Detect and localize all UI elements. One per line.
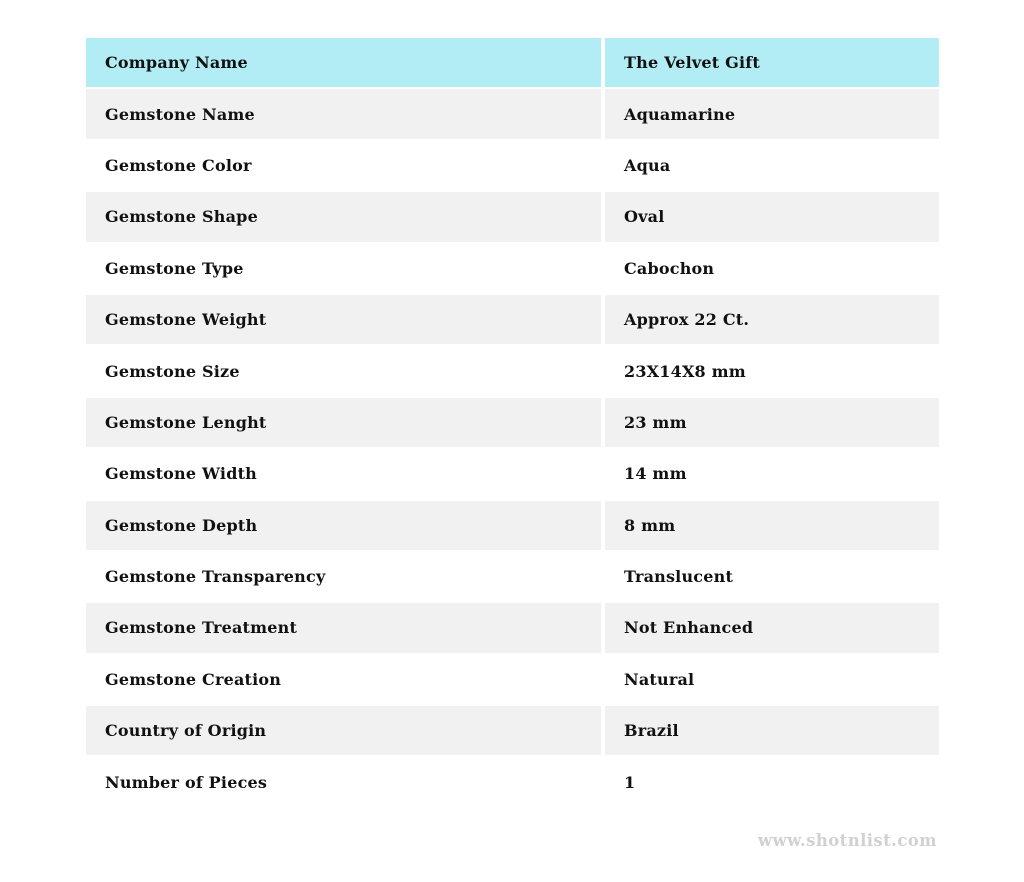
spec-label: Gemstone Lenght xyxy=(86,398,601,447)
table-row xyxy=(86,192,939,241)
spec-label: Gemstone Shape xyxy=(86,192,601,241)
spec-label: Gemstone Transparency xyxy=(86,552,601,601)
spec-label: Country of Origin xyxy=(86,706,601,755)
watermark: www.shotnlist.com xyxy=(757,831,937,850)
spec-label: Gemstone Type xyxy=(86,244,601,293)
spec-value: Translucent xyxy=(605,552,939,601)
spec-label: Gemstone Size xyxy=(86,346,601,395)
table-row xyxy=(86,706,939,755)
spec-value: 1 xyxy=(605,757,939,806)
spec-label: Gemstone Width xyxy=(86,449,601,498)
table-row xyxy=(86,449,939,498)
table-row xyxy=(86,655,939,704)
spec-value: Brazil xyxy=(605,706,939,755)
spec-value: Approx 22 Ct. xyxy=(605,295,939,344)
spec-value: Aquamarine xyxy=(605,89,939,138)
spec-label: Gemstone Treatment xyxy=(86,603,601,652)
company-name-value: The Velvet Gift xyxy=(605,38,939,87)
gemstone-spec-table xyxy=(86,38,939,807)
table-row xyxy=(86,603,939,652)
spec-label: Gemstone Color xyxy=(86,141,601,190)
spec-value: 23X14X8 mm xyxy=(605,346,939,395)
spec-value: 23 mm xyxy=(605,398,939,447)
spec-value: Not Enhanced xyxy=(605,603,939,652)
spec-label: Gemstone Creation xyxy=(86,655,601,704)
table-row xyxy=(86,295,939,344)
spec-value: 14 mm xyxy=(605,449,939,498)
spec-label: Gemstone Weight xyxy=(86,295,601,344)
table-row xyxy=(86,89,939,138)
company-name-label: Company Name xyxy=(86,38,601,87)
table-row xyxy=(86,398,939,447)
spec-value: Oval xyxy=(605,192,939,241)
spec-value: 8 mm xyxy=(605,501,939,550)
table-row xyxy=(86,141,939,190)
spec-label: Number of Pieces xyxy=(86,757,601,806)
table-row xyxy=(86,757,939,806)
table-row xyxy=(86,552,939,601)
spec-value: Cabochon xyxy=(605,244,939,293)
spec-label: Gemstone Name xyxy=(86,89,601,138)
table-header-row xyxy=(86,38,939,87)
table-row xyxy=(86,346,939,395)
table-row xyxy=(86,501,939,550)
spec-value: Aqua xyxy=(605,141,939,190)
table-row xyxy=(86,244,939,293)
spec-value: Natural xyxy=(605,655,939,704)
spec-label: Gemstone Depth xyxy=(86,501,601,550)
